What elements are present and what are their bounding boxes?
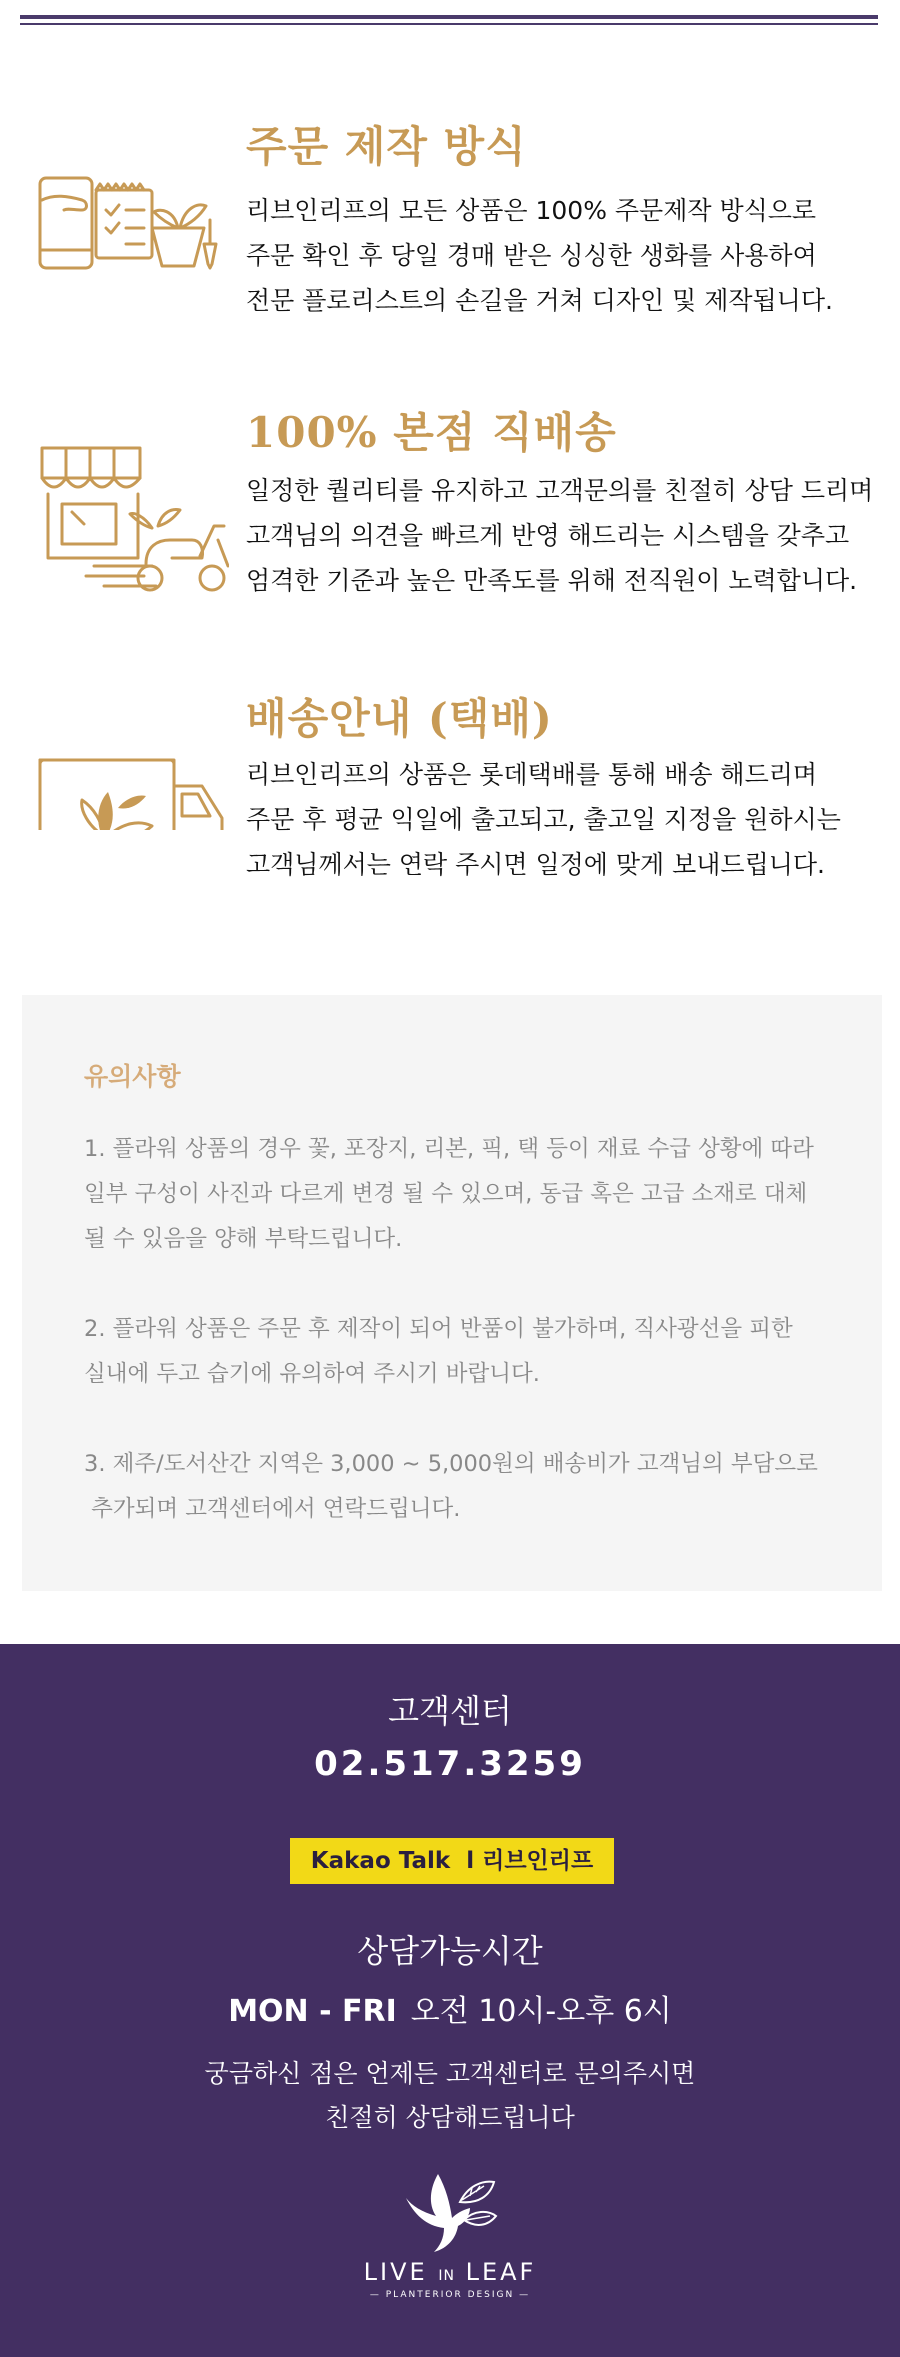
consult-days: MON - FRI	[228, 1994, 397, 2029]
feature-title: 배송안내 (택배)	[246, 694, 553, 743]
notice-line: 일부 구성이 사진과 다르게 변경 될 수 있으며, 동급 혹은 고급 소재로 대체	[84, 1181, 808, 1207]
notice-line: 1. 플라워 상품의 경우 꽃, 포장지, 리본, 픽, 택 등이 재료 수급 상황에 따라	[84, 1136, 814, 1162]
consult-hours	[0, 1986, 900, 2030]
delivery-truck-icon	[34, 690, 229, 840]
notice-line: 될 수 있음을 양해 부탁드립니다.	[84, 1226, 403, 1252]
logo-word: LIVE	[363, 2258, 439, 2286]
feature-line: 주문 확인 후 당일 경매 받은 싱싱한 생화를 사용하여	[246, 241, 817, 270]
customer-center-footer	[0, 1644, 900, 2357]
feature-title: 주문 제작 방식	[246, 122, 527, 171]
consult-time: 오전 10시-오후 6시	[410, 1994, 672, 2029]
logo-wordmark	[360, 2258, 540, 2286]
kakao-talk-button[interactable]: Kakao Talk l 리브인리프	[290, 1838, 614, 1884]
florist-order-icon	[34, 120, 229, 270]
logo-word: LEAF	[454, 2258, 537, 2286]
footer-message-line: 친절히 상담해드립니다	[325, 2103, 575, 2132]
customer-center-title: 고객센터	[388, 1692, 512, 1730]
feature-line: 엄격한 기준과 높은 만족도를 위해 전직원이 노력합니다.	[246, 566, 858, 595]
consult-hours-title: 상담가능시간	[357, 1932, 543, 1970]
live-in-leaf-logo	[360, 2168, 540, 2318]
phone-number-link[interactable]: 02.517.3259	[314, 1744, 586, 1784]
feature-line: 전문 플로리스트의 손길을 거쳐 디자인 및 제작됩니다.	[246, 286, 833, 315]
feature-description	[246, 752, 896, 887]
footer-message-line: 궁금하신 점은 언제든 고객센터로 문의주시면	[204, 2059, 696, 2088]
feature-line: 리브인리프의 모든 상품은 100% 주문제작 방식으로	[246, 196, 817, 225]
logo-word: IN	[438, 2268, 455, 2284]
notice-line: 3. 제주/도서산간 지역은 3,000 ~ 5,000원의 배송비가 고객님의 부담으로	[84, 1451, 818, 1477]
notice-item	[84, 1442, 864, 1532]
notice-line: 추가되며 고객센터에서 연락드립니다.	[84, 1496, 461, 1522]
feature-line: 고객님께서는 연락 주시면 일정에 맞게 보내드립니다.	[246, 850, 825, 879]
logo-tagline: — PLANTERIOR DESIGN —	[369, 2290, 531, 2300]
feature-line: 일정한 퀄리티를 유지하고 고객문의를 친절히 상담 드리며	[246, 476, 874, 505]
feature-title: 100% 본점 직배송	[246, 408, 617, 457]
bird-leaf-icon	[400, 2168, 500, 2258]
notice-line: 2. 플라워 상품은 주문 후 제작이 되어 반품이 불가하며, 직사광선을 피한	[84, 1316, 793, 1342]
feature-line: 주문 후 평균 익일에 출고되고, 출고일 지정을 원하시는	[246, 805, 841, 834]
notice-line: 실내에 두고 습기에 유의하여 주시기 바랍니다.	[84, 1361, 540, 1387]
top-divider-thick	[20, 15, 878, 19]
feature-description	[246, 188, 896, 323]
notice-item	[84, 1127, 864, 1262]
notice-title: 유의사항	[84, 1062, 181, 1091]
feature-description	[246, 468, 896, 603]
shop-scooter-icon	[34, 408, 229, 558]
feature-line: 고객님의 의견을 빠르게 반영 해드리는 시스템을 갖추고	[246, 521, 850, 550]
top-divider-thin	[20, 23, 878, 25]
notice-item	[84, 1307, 864, 1397]
notice-box	[22, 995, 882, 1591]
feature-line: 리브인리프의 상품은 롯데택배를 통해 배송 해드리며	[246, 760, 818, 789]
